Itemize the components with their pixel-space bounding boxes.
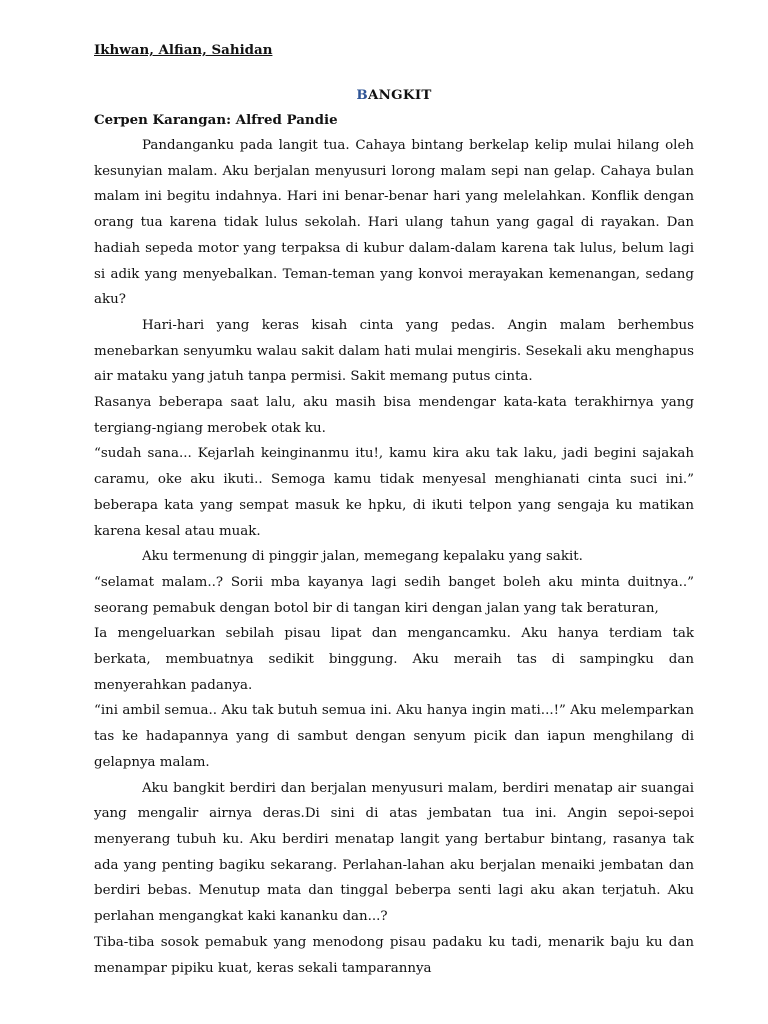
paragraph: Pandanganku pada langit tua. Cahaya bintang berkelap kelip mulai hilang oleh kesunyian malam. Aku berjalan menyusuri lorong malam sepi nan gelap. Cahaya bulan malam ini begitu indahnya. Hari ini benar-benar hari yang melelahkan. Konflik dengan orang tua karena tidak lulus sekolah. Hari ulang tahun yang gagal di rayakan. Dan hadiah sepeda motor yang terpaksa di kubur dalam-dalam karena tak lulus, belum lagi si adik yang menyebalkan. Teman-teman yang konvoi merayakan kemenangan, sedang aku? bbox=[94, 138, 694, 308]
paragraph: “ini ambil semua.. Aku tak butuh semua ini. Aku hanya ingin mati...!” Aku melemparkan tas ke hadapannya yang di sambut dengan senyum picik dan iapun menghilang di gelapnya malam. bbox=[94, 703, 694, 770]
title-rest: ANGKIT bbox=[367, 87, 432, 103]
story-title bbox=[94, 83, 694, 108]
paragraph: Ia mengeluarkan sebilah pisau lipat dan mengancamku. Aku hanya terdiam tak berkata, membuatnya sedikit binggung. Aku meraih tas di sampingku dan menyerahkan padanya. bbox=[94, 626, 694, 693]
paragraph: “selamat malam..? Sorii mba kayanya lagi sedih banget boleh aku minta duitnya..” seorang pemabuk dengan botol bir di tangan kiri dengan jalan yang tak beraturan, bbox=[94, 574, 694, 616]
document-page bbox=[94, 38, 694, 981]
paragraph: “sudah sana... Kejarlah keinginanmu itu!, kamu kira aku tak laku, jadi begini sajakah caramu, oke aku ikuti.. Semoga kamu tidak menyesal menghianati cinta suci ini.” beberapa kata yang sempat masuk ke hpku, di ikuti telpon yang sengaja ku matikan karena kesal atau muak. bbox=[94, 446, 694, 539]
author-names: Ikhwan, Alfian, Sahidan bbox=[94, 42, 273, 58]
paragraph: Aku bangkit berdiri dan berjalan menyusuri malam, berdiri menatap air suangai yang mengalir airnya deras.Di sini di atas jembatan tua ini. Angin sepoi-sepoi menyerang tubuh ku. Aku berdiri menatap langit yang bertabur bintang, rasanya tak ada yang penting bagiku sekarang. Perlahan-lahan aku berjalan menaiki jembatan dan berdiri bebas. Menutup mata dan tinggal beberpa senti lagi aku akan terjatuh. Aku perlahan mengangkat kaki kananku dan...? bbox=[94, 780, 694, 925]
title-first-letter: B bbox=[356, 87, 368, 103]
story-subtitle: Cerpen Karangan: Alfred Pandie bbox=[94, 112, 338, 128]
paragraph: Hari-hari yang keras kisah cinta yang pedas. Angin malam berhembus menebarkan senyumku walau sakit dalam hati mulai mengiris. Sesekali aku menghapus air mataku yang jatuh tanpa permisi. Sakit memang putus cinta. bbox=[94, 317, 694, 385]
paragraph: Tiba-tiba sosok pemabuk yang menodong pisau padaku ku tadi, menarik baju ku dan menampar pipiku kuat, keras sekali tamparannya bbox=[94, 934, 694, 976]
paragraph: Rasanya beberapa saat lalu, aku masih bisa mendengar kata-kata terakhirnya yang tergiang-ngiang merobek otak ku. bbox=[94, 395, 694, 436]
paragraph: Aku termenung di pinggir jalan, memegang kepalaku yang sakit. bbox=[142, 549, 583, 565]
story-body bbox=[94, 133, 694, 981]
